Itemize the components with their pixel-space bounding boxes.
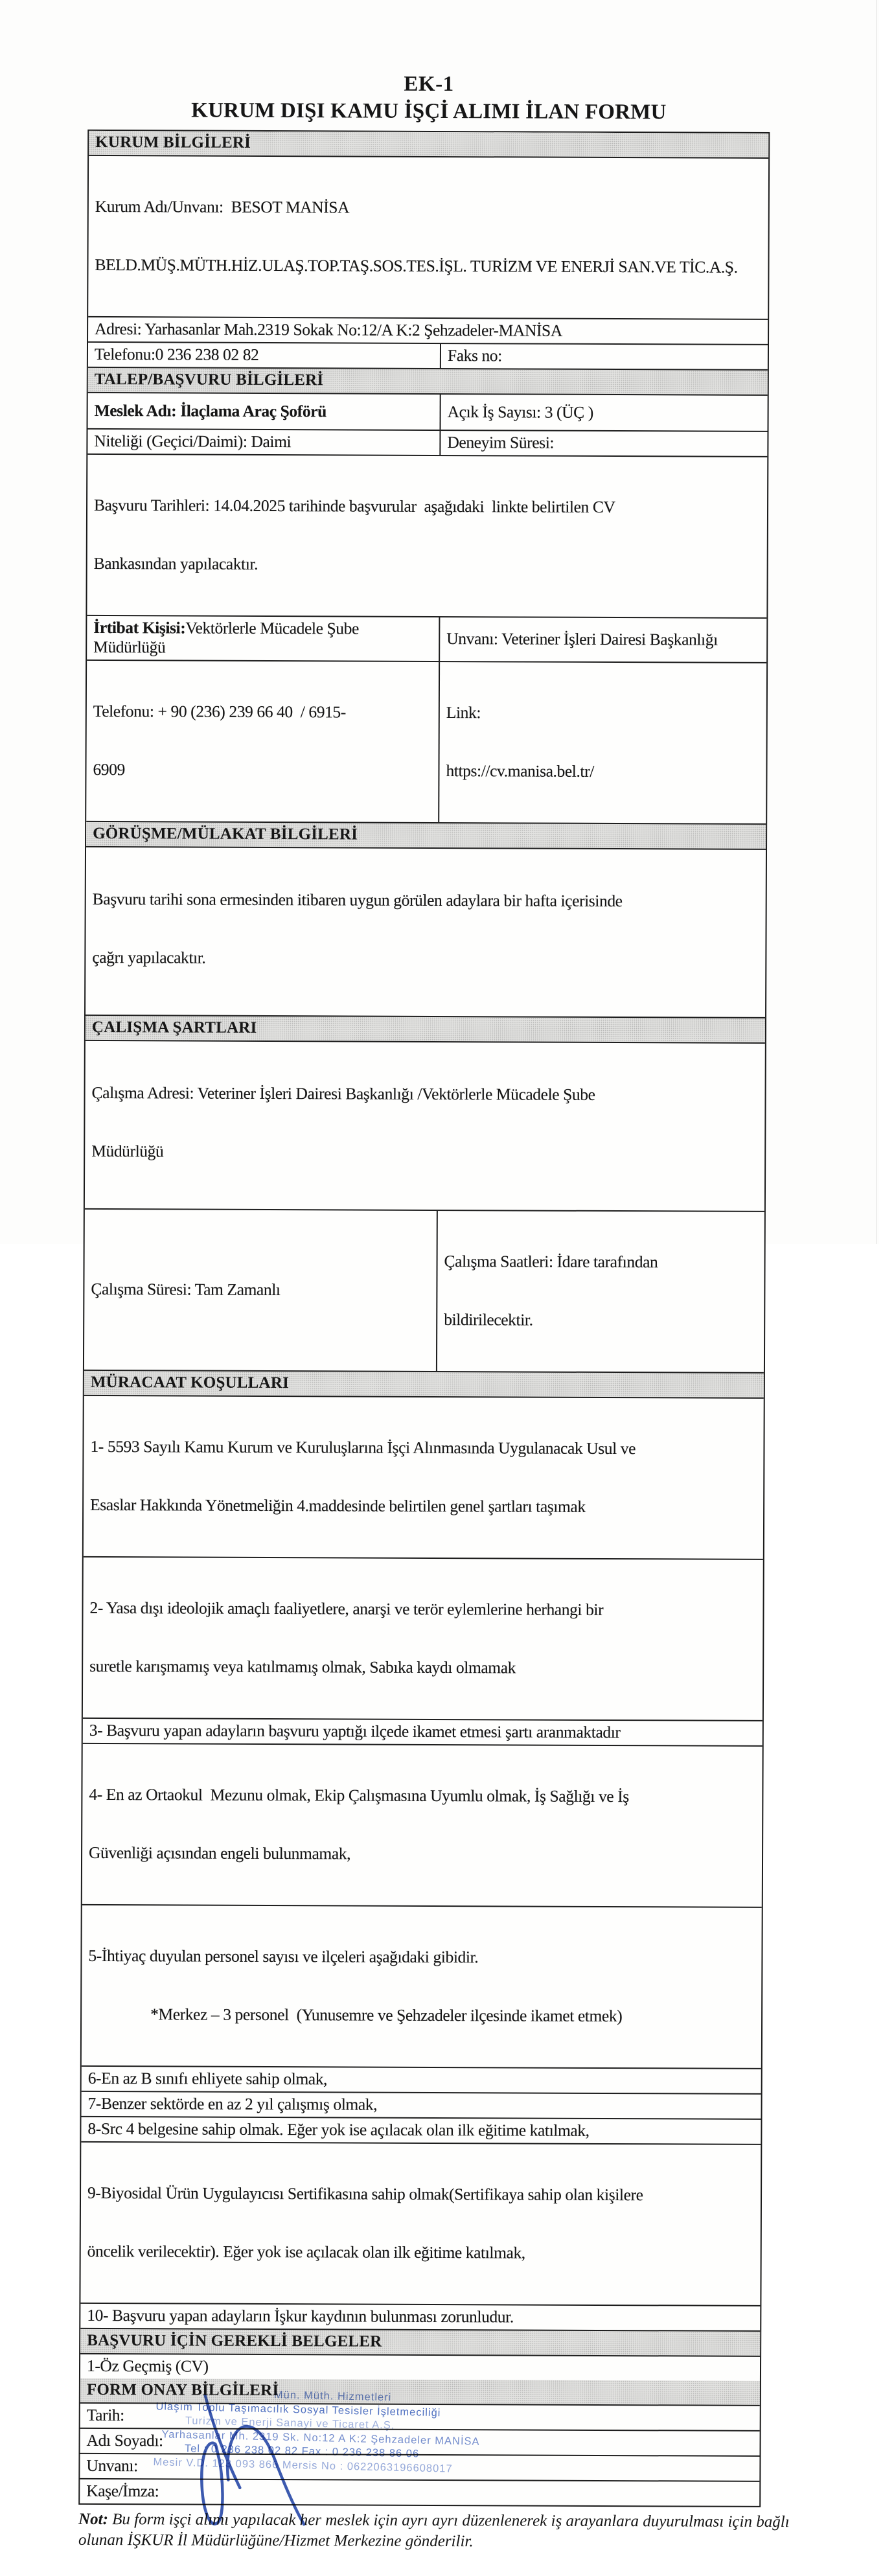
calisma-saat-cell (436, 1211, 764, 1372)
item-line: Güvenliği açısından engeli bulunmamak, (89, 1843, 351, 1863)
row-kurum-adi (88, 155, 768, 319)
adi-soyadi-cell: Adı Soyadı: (86, 2430, 163, 2450)
row-tarih (80, 2402, 760, 2430)
ozgecmis-cell: 1-Öz Geçmiş (CV) (86, 2356, 209, 2376)
irtibat-cell (87, 616, 439, 661)
item-cell (80, 2143, 761, 2305)
footnote (78, 2509, 794, 2553)
item-line: 5-İhtiyaç duyulan personel sayısı ve ilçeleri aşağıdaki gibidir. (88, 1946, 479, 1967)
section-header-gorusme-mulakat (86, 821, 766, 849)
kurum-adi-line2: BELD.MÜŞ.MÜTH.HİZ.ULAŞ.TOP.TAŞ.SOS.TES.İŞL. TURİZM VE ENERJİ SAN.VE TİC.A.Ş. (95, 255, 738, 277)
muracaat-item-5 (82, 1904, 762, 2068)
kurum-adi-cell (88, 156, 768, 319)
muracaat-item-9 (80, 2141, 761, 2305)
footnote-label: Not: (78, 2510, 108, 2529)
calisma-sure-cell: Çalışma Süresi: Tam Zamanlı (91, 1279, 281, 1300)
section-title: ÇALIŞMA ŞARTLARI (91, 1018, 257, 1037)
telefon2-line2: 6909 (93, 759, 125, 779)
kase-imza-cell: Kaşe/İmza: (86, 2481, 159, 2501)
nitelik-cell: Niteliği (Geçici/Daimi): Daimi (94, 431, 292, 452)
stamp-line: Turizm ve Enerji Sanayi ve Ticaret A.Ş. (185, 2415, 395, 2432)
link-url: https://cv.manisa.bel.tr/ (446, 761, 594, 781)
section-title: GÖRÜŞME/MÜLAKAT BİLGİLERİ (93, 824, 358, 844)
scan-edge-artifact (876, 0, 877, 1244)
irtibat-value: Vektörlerle Mücadele Şube Müdürlüğü (93, 618, 363, 657)
item-line: Esaslar Hakkında Yönetmeliğin 4.maddesinde belirtilen genel şartları taşımak (90, 1495, 586, 1516)
link-label: Link: (446, 703, 481, 722)
kurum-adi-line1: Kurum Adı/Unvanı: BESOT MANİSA (95, 196, 350, 217)
saat-line1: Çalışma Saatleri: İdare tarafından (444, 1252, 658, 1272)
meslek-cell: Meslek Adı: İlaçlama Araç Şoförü (94, 400, 327, 421)
section-header-muracaat-kosullari (84, 1370, 764, 1397)
row-adres (88, 316, 768, 344)
acik-is-cell: Açık İş Sayısı: 3 (ÜÇ ) (440, 395, 768, 431)
gorusme-cell (86, 847, 766, 1017)
deneyim-cell: Deneyim Süresi: (439, 431, 767, 456)
page-header (87, 0, 770, 127)
item-line: 9-Biyosidal Ürün Uygulayıcısı Sertifikasına sahip olmak(Sertifikaya sahip olan kişilere (87, 2183, 643, 2205)
section-title: KURUM BİLGİLERİ (95, 133, 251, 152)
item-cell (84, 1396, 764, 1559)
muracaat-item-8 (81, 2116, 761, 2144)
basvuru-line2: Bankasından yapılacaktır. (93, 553, 258, 573)
muracaat-item-10 (80, 2303, 760, 2330)
faks-cell: Faks no: (440, 344, 768, 369)
row-calisma-adresi (85, 1040, 765, 1211)
stamp-line: Tel : 0 236 238 02 82 Fax : 0 236 238 86 06 (184, 2443, 420, 2460)
section-header-gerekli-belgeler (80, 2328, 760, 2356)
tarih-cell: Tarih: (86, 2405, 124, 2425)
item-cell (82, 1744, 763, 1907)
item-cell: 3- Başvuru yapan adayların başvuru yaptığı ilçede ikamet etmesi şartı aranmaktadır (89, 1720, 621, 1742)
item-line: 2- Yasa dışı ideolojik amaçlı faaliyetlere, anarşi ve terör eylemlerine herhangi bir (89, 1598, 604, 1619)
section-header-talep-basvuru (88, 367, 768, 395)
section-header-calisma-sartlari (86, 1015, 765, 1042)
stamp-line: Ulaşım Toplu Taşımacılık Sosyal Tesisler İşletmeciliği (155, 2400, 441, 2419)
row-adi-soyadi (80, 2428, 760, 2455)
row-telefon-faks (88, 341, 768, 369)
item-line: *Merkez – 3 personel (Yunusemre ve Şehzadeler ilçesinde ikamet etmek) (150, 2005, 623, 2026)
row-gorusme-text (86, 846, 766, 1017)
stamp-line: Yarhasanlar Mh. 2319 Sk. No:12 A K:2 Şehzadeler MANİSA (161, 2428, 480, 2448)
row-kase-imza (80, 2478, 759, 2506)
basvuru-line1: Başvuru Tarihleri: 14.04.2025 tarihinde başvurular aşağıdaki linkte belirtilen CV (93, 495, 615, 517)
section-title: TALEP/BAŞVURU BİLGİLERİ (94, 370, 324, 389)
muracaat-item-1 (84, 1395, 764, 1559)
telefon2-cell (86, 661, 439, 822)
item-cell: 8-Src 4 belgesine sahip olmak. Eğer yok ise açılacak olan ilk eğitime katılmak, (87, 2119, 590, 2140)
item-cell (83, 1558, 763, 1720)
gorusme-line2: çağrı yapılacaktır. (92, 947, 206, 967)
irtibat-label: İrtibat Kişisi: (93, 617, 186, 638)
row-ozgecmis (80, 2353, 760, 2381)
row-irtibat-unvan (87, 615, 766, 662)
footnote-text: Bu form işçi alımı yapılacak her meslek için ayrı ayrı düzenlenerek iş arayanlara duyurulması için bağlı (108, 2511, 790, 2531)
section-title: FORM ONAY BİLGİLERİ (86, 2380, 279, 2400)
link-cell (438, 662, 766, 823)
item-cell: 6-En az B sınıfı ehliyete sahip olmak, (87, 2068, 328, 2089)
unvani-cell: Unvanı: (86, 2455, 138, 2476)
telefon2-line1: Telefonu: + 90 (236) 239 66 40 / 6915- (93, 701, 346, 722)
footnote-line1 (78, 2509, 794, 2533)
form-onay-block (80, 2378, 760, 2506)
page-title-ek: EK-1 (404, 72, 454, 97)
telefon-cell: Telefonu:0 236 238 02 82 (94, 344, 259, 364)
row-sure-saat (84, 1208, 764, 1372)
item-cell: 7-Benzer sektörde en az 2 yıl çalışmış olmak, (87, 2093, 378, 2114)
muracaat-item-7 (82, 2091, 761, 2119)
row-nitelik-deneyim (87, 428, 767, 456)
unvan-cell: Unvanı: Veteriner İşleri Dairesi Başkanlığı (439, 617, 766, 662)
basvuru-tarihleri-cell (87, 455, 767, 617)
gorusme-line1: Başvuru tarihi sona ermesinden itibaren uygun görülen adaylara bir hafta içerisinde (92, 889, 623, 911)
row-unvani (80, 2453, 759, 2481)
section-title: BAŞVURU İÇİN GEREKLİ BELGELER (87, 2331, 382, 2351)
form-table (78, 130, 770, 2507)
item-line: 4- En az Ortaokul Mezunu olmak, Ekip Çalışmasına Uyumlu olmak, İş Sağlığı ve İş (89, 1784, 629, 1806)
row-telefon2-link (86, 660, 766, 823)
item-cell (82, 1905, 762, 2068)
calisma-adres-line1: Çalışma Adresi: Veteriner İşleri Dairesi Başkanlığı /Vektörlerle Mücadele Şube (91, 1083, 595, 1104)
item-line: 1- 5593 Sayılı Kamu Kurum ve Kuruluşlarına İşçi Alınmasında Uygulanacak Usul ve (90, 1436, 636, 1458)
stamp-line: Mün. Müth. Hizmetleri (273, 2389, 392, 2404)
muracaat-item-4 (82, 1743, 763, 1907)
muracaat-item-6 (82, 2065, 761, 2093)
section-header-kurum-bilgileri (89, 131, 768, 157)
section-title: MÜRACAAT KOŞULLARI (90, 1373, 290, 1392)
item-line: suretle karışmamış veya katılmamış olmak, Sabıka kaydı olmamak (89, 1656, 516, 1677)
muracaat-item-3 (83, 1718, 763, 1745)
calisma-adres-line2: Müdürlüğü (91, 1141, 164, 1161)
form-title: KURUM DIŞI KAMU İŞÇİ ALIMI İLAN FORMU (191, 98, 667, 124)
row-meslek-acikis (88, 392, 768, 431)
footnote-line2: olunan İŞKUR İl Müdürlüğüne/Hizmet Merkezine gönderilir. (78, 2531, 474, 2551)
stamp-line: Mesir V.D. 123 093 866 Mersis No : 0622063196608017 (153, 2455, 453, 2475)
muracaat-item-2 (83, 1556, 763, 1720)
calisma-adres-cell (85, 1041, 765, 1211)
row-basvuru-tarihleri (87, 454, 767, 617)
section-header-form-onay (80, 2378, 760, 2405)
item-cell: 10- Başvuru yapan adayların İşkur kaydının bulunması zorunludur. (87, 2305, 514, 2327)
adres-cell: Adresi: Yarhasanlar Mah.2319 Sokak No:12/A K:2 Şehzadeler-MANİSA (95, 319, 562, 340)
saat-line2: bildirilecektir. (444, 1310, 533, 1329)
item-line: öncelik verilecektir). Eğer yok ise açılacak olan ilk eğitime katılmak, (87, 2241, 525, 2262)
